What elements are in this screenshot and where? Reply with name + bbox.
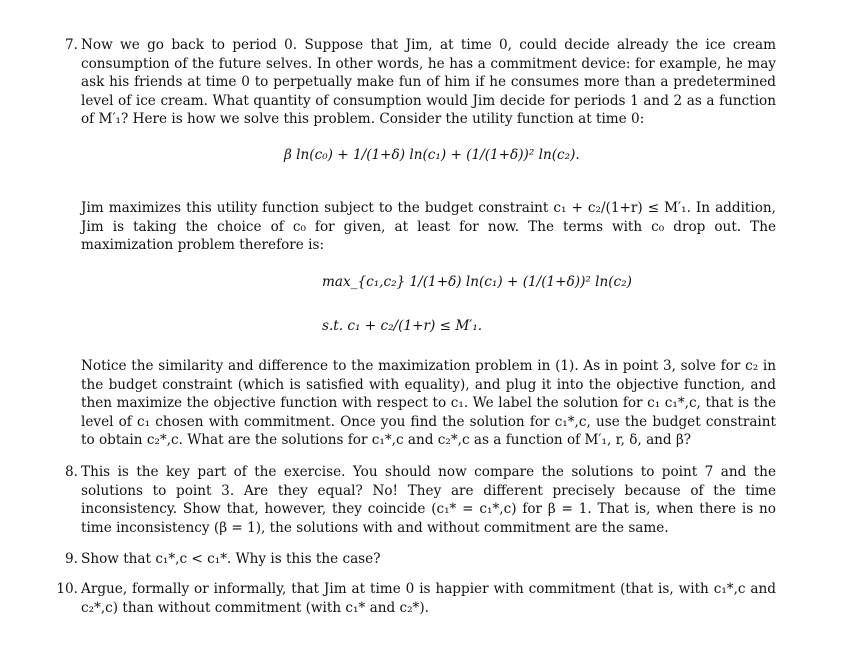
objective-equation — [322, 273, 632, 292]
problem-number: 9. — [65, 551, 78, 567]
problem-9 — [54, 550, 776, 569]
constraint-equation-text: s.t. c₁ + c₂/(1+r) ≤ M′₁. — [322, 318, 483, 334]
problem-7-paragraph-3: Notice the similarity and difference to the maximization problem in (1). As in point 3, solve for c₂ in the budget constraint (which is satisfied with equality), and plug it into the objective function, and then maximize the objective function with respect to c₁. We label the solution for c₁ c₁*,c, that is the level of c₁ chosen with commitment. Once you find the solution for c₁*,c, use the budget constraint to obtain c₂*,c. What are the solutions for c₁*,c and c₂*,c as a function of M′₁, r, δ, and β? — [81, 358, 776, 449]
problem-7-paragraph-1: Now we go back to period 0. Suppose that Jim, at time 0, could decide already the ice cream consumption of the future selves. In other words, he has a commitment device: for example, he may ask his friends at time 0 to perpetually make fun of him if he consumes more than a predetermined level of ice cream. What quantity of consumption would Jim decide for periods 1 and 2 as a function of M′₁? Here is how we solve this problem. Consider the utility function at time 0: — [81, 37, 776, 128]
problem-7 — [54, 36, 776, 129]
problem-10 — [54, 580, 776, 617]
problem-number: 7. — [65, 37, 78, 53]
problem-10-paragraph: Argue, formally or informally, that Jim at time 0 is happier with commitment (that is, with c₁*,c and c₂*,c) than without commitment (with c₁* and c₂*). — [81, 581, 776, 616]
utility-equation — [284, 146, 580, 165]
problem-number: 8. — [65, 464, 78, 480]
problem-8 — [54, 463, 776, 537]
utility-equation-text: β ln(c₀) + 1/(1+δ) ln(c₁) + (1/(1+δ))² ln(c₂). — [284, 147, 580, 163]
problem-7-paragraph-2: Jim maximizes this utility function subject to the budget constraint c₁ + c₂/(1+r) ≤ M′₁. In addition, Jim is taking the choice of c₀ for given, at least for now. The terms with c₀ drop out. The maximization problem therefore is: — [81, 200, 776, 254]
problem-7-part-2 — [54, 199, 776, 255]
problem-7-part-3 — [54, 357, 776, 450]
objective-equation-text: max_{c₁,c₂} 1/(1+δ) ln(c₁) + (1/(1+δ))² ln(c₂) — [322, 274, 632, 290]
problem-number: 10. — [56, 581, 78, 597]
problem-9-paragraph: Show that c₁*,c < c₁*. Why is this the case? — [81, 551, 381, 567]
constraint-equation — [322, 317, 482, 336]
problem-8-paragraph: This is the key part of the exercise. You should now compare the solutions to point 7 and the solutions to point 3. Are they equal? No! They are different precisely because of the time inconsistency. Show that, however, they coincide (c₁* = c₁*,c) for β = 1. That is, when there is no time inconsistency (β = 1), the solutions with and without commitment are the same. — [81, 464, 776, 536]
